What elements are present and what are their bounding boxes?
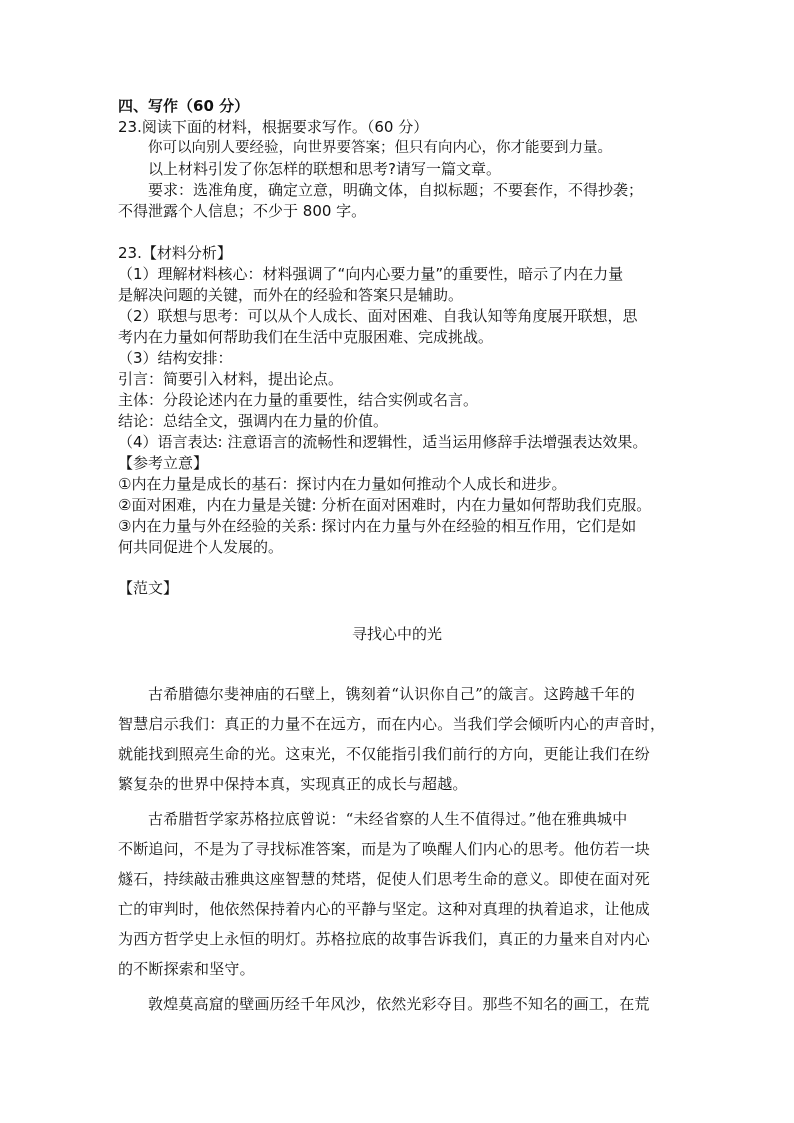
essay-line: 燧石，持续敲击雅典这座智慧的梵塔，促使人们思考生命的意义。即使在面对死 (118, 870, 651, 888)
essay-line: 亡的审判时，他依然保持着内心的平静与坚定。这种对真理的执着追求，让他成 (118, 900, 651, 918)
material-text: 你可以向别人要经验，向世界要答案；但只有向内心，你才能要到力量。 (148, 140, 612, 156)
essay-line: 古希腊德尔斐神庙的石壁上，镌刻着“认识你自己”的箴言。这跨越千年的 (148, 685, 635, 703)
reference-heading: 【参考立意】 (118, 454, 209, 472)
essay-line: 古希腊哲学家苏格拉底曾说：“未经省察的人生不值得过。”他在雅典城中 (148, 810, 628, 828)
question-text: 23.阅读下面的材料，根据要求写作。（60 分） (118, 118, 429, 136)
essay-line: 智慧启示我们：真正的力量不在远方，而在内心。当我们学会倾听内心的声音时， (118, 715, 666, 733)
analysis-line: 考内在力量如何帮助我们在生活中克服困难、完成挑战。 (118, 328, 494, 346)
analysis-line: 结论：总结全文，强调内在力量的价值。 (118, 412, 389, 430)
analysis-line: 是解决问题的关键，而外在的经验和答案只是辅助。 (118, 286, 464, 304)
essay-line: 繁复杂的世界中保持本真，实现真正的成长与超越。 (118, 775, 468, 793)
analysis-line: （1）理解材料核心：材料强调了“向内心要力量”的重要性，暗示了内在力量 (118, 265, 624, 283)
reference-line: ②面对困难，内在力量是关键: 分析在面对困难时，内在力量如何帮助我们克服。 (118, 496, 652, 514)
analysis-line: （3）结构安排： (118, 349, 233, 367)
analysis-heading: 23.【材料分析】 (118, 244, 232, 262)
requirements-line-2: 不得泄露个人信息；不少于 800 字。 (118, 202, 367, 220)
essay-line: 就能找到照亮生命的光。这束光，不仅能指引我们前行的方向，更能让我们在纷 (118, 745, 651, 763)
essay-title: 寻找心中的光 (351, 625, 442, 643)
essay-line: 的不断探索和坚守。 (118, 960, 255, 978)
prompt-text: 以上材料引发了你怎样的联想和思考?请写一篇文章。 (148, 160, 501, 178)
analysis-line: （2）联想与思考：可以从个人成长、面对困难、自我认知等角度展开联想，思 (118, 307, 638, 325)
section-heading: 四、写作（60 分） (118, 97, 250, 115)
essay-line: 为西方哲学史上永恒的明灯。苏格拉底的故事告诉我们，真正的力量来自对内心 (118, 930, 651, 948)
essay-heading: 【范文】 (118, 579, 179, 597)
analysis-line: 主体：分段论述内在力量的重要性，结合实例或名言。 (118, 391, 479, 409)
analysis-line: 引言：简要引入材料，提出论点。 (118, 370, 344, 388)
analysis-line: （4）语言表达: 注意语言的流畅性和逻辑性，适当运用修辞手法增强表达效果。 (118, 433, 648, 451)
essay-line: 不断追问，不是为了寻找标准答案，而是为了唤醒人们内心的思考。他仿若一块 (118, 840, 651, 858)
requirements-line-1: 要求：选准角度，确定立意，明确文体，自拟标题；不要套作，不得抄袭； (148, 181, 644, 199)
reference-line: ①内在力量是成长的基石：探讨内在力量如何推动个人成长和进步。 (118, 475, 567, 493)
essay-line: 敦煌莫高窟的壁画历经千年风沙，依然光彩夺目。那些不知名的画工，在荒 (148, 995, 650, 1013)
reference-line: ③内在力量与外在经验的关系: 探讨内在力量与外在经验的相互作用，它们是如 (118, 517, 637, 535)
reference-line: 何共同促进个人发展的。 (118, 538, 284, 556)
